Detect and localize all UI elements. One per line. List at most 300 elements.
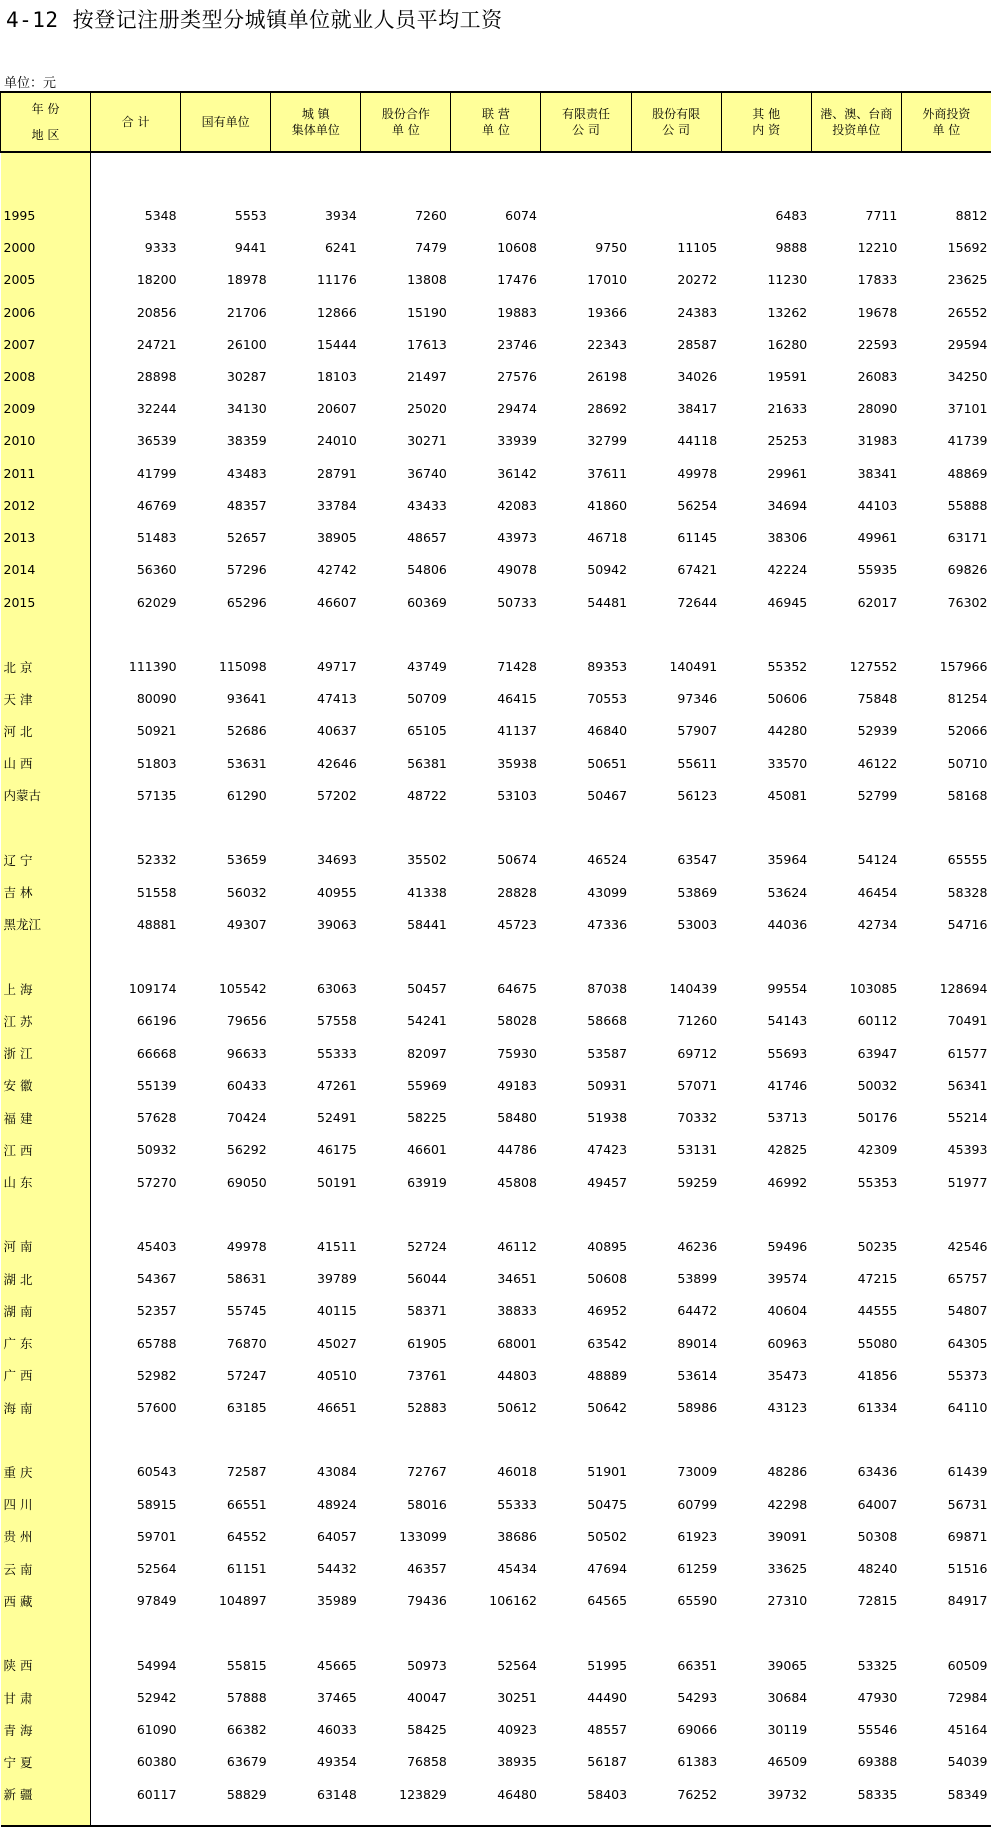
- table-cell: 56341: [947, 1077, 988, 1093]
- table-title: 按登记注册类型分城镇单位就业人员平均工资: [72, 8, 503, 32]
- spacer-row: [1, 1810, 991, 1826]
- table-cell: 50502: [587, 1528, 628, 1544]
- spacer-cell: [721, 1810, 811, 1826]
- table-cell: 49978: [677, 465, 718, 481]
- table-cell: 40637: [317, 723, 357, 739]
- table-row: [1, 1069, 991, 1101]
- column-header-label: 投资单位: [832, 123, 881, 137]
- table-row: [1, 393, 991, 425]
- spacer-cell: [271, 1198, 361, 1230]
- column-header: [811, 92, 901, 152]
- table-cell: 40510: [317, 1367, 357, 1383]
- table-cell: 49717: [317, 659, 357, 674]
- table-cell: 46357: [407, 1561, 447, 1577]
- table-cell: 58425: [407, 1722, 447, 1738]
- table-cell: 63063: [317, 981, 357, 997]
- table-cell: 35473: [767, 1367, 808, 1383]
- table-cell: 57907: [677, 723, 718, 739]
- spacer-cell: [361, 811, 451, 843]
- table-cell: 42298: [767, 1496, 808, 1512]
- table-cell: 26083: [857, 369, 898, 385]
- table-row: [1, 264, 991, 296]
- table-cell: 17476: [497, 272, 537, 288]
- spacer-cell: [541, 618, 631, 650]
- table-cell: 79436: [407, 1593, 447, 1609]
- table-row: [1, 360, 991, 392]
- row-label-spacer: [1, 940, 91, 972]
- table-cell: 11230: [767, 272, 808, 288]
- spacer-cell: [271, 618, 361, 650]
- spacer-cell: [901, 1617, 991, 1649]
- table-row: [1, 779, 991, 811]
- column-header: [91, 92, 181, 152]
- table-cell: 55969: [407, 1077, 447, 1093]
- table-cell: 26552: [947, 304, 988, 320]
- table-cell: 75930: [497, 1045, 537, 1061]
- table-cell: 49457: [587, 1174, 628, 1190]
- table-cell: 37101: [947, 401, 988, 417]
- table-cell: 61383: [677, 1754, 718, 1770]
- spacer-cell: [811, 940, 901, 972]
- table-cell: 64110: [947, 1400, 988, 1416]
- table-cell: 50710: [947, 755, 988, 771]
- table-cell: 60799: [677, 1496, 718, 1512]
- spacer-cell: [901, 618, 991, 650]
- table-cell: 53899: [677, 1271, 718, 1287]
- table-cell: 57270: [136, 1174, 177, 1190]
- column-header: [361, 92, 451, 152]
- table-cell: 22593: [857, 336, 898, 352]
- table-cell: 38359: [226, 433, 267, 449]
- table-cell: 16280: [767, 336, 808, 352]
- table-cell: 42646: [317, 755, 357, 771]
- table-cell: 28090: [857, 401, 898, 417]
- table-cell: 133099: [399, 1528, 447, 1544]
- table-cell: 50612: [497, 1400, 537, 1416]
- table-cell: 46480: [497, 1786, 537, 1802]
- table-cell: 47930: [857, 1690, 898, 1705]
- wage-table: [0, 91, 991, 1827]
- spacer-cell: [811, 811, 901, 843]
- table-cell: 56032: [226, 884, 267, 900]
- table-cell: 52939: [857, 723, 898, 739]
- table-cell: 72815: [857, 1593, 898, 1609]
- table-cell: 38686: [497, 1528, 537, 1544]
- table-cell: 52982: [136, 1367, 177, 1383]
- table-cell: 48557: [587, 1722, 628, 1738]
- row-label: 新 疆: [1, 1778, 91, 1810]
- row-label: 云 南: [1, 1553, 91, 1585]
- row-label: 2009: [1, 393, 91, 425]
- table-cell: 63547: [677, 852, 718, 868]
- table-cell: 3934: [324, 207, 357, 223]
- table-cell: 55080: [857, 1335, 898, 1351]
- table-cell: 9750: [595, 240, 628, 256]
- table-row: [1, 1585, 991, 1617]
- spacer-cell: [361, 618, 451, 650]
- table-cell: 50235: [857, 1238, 898, 1254]
- table-cell: 70553: [587, 691, 628, 707]
- row-label: 2006: [1, 296, 91, 328]
- spacer-cell: [181, 1810, 271, 1826]
- table-cell: 63542: [587, 1335, 628, 1351]
- table-cell: 25253: [767, 433, 808, 449]
- table-cell: 56381: [407, 755, 447, 771]
- table-cell: 57888: [226, 1690, 267, 1705]
- spacer-cell: [631, 811, 721, 843]
- row-label: 上 海: [1, 973, 91, 1005]
- column-header-label: 有限责任: [562, 107, 611, 121]
- table-cell: 33625: [767, 1561, 808, 1577]
- table-cell: 52357: [136, 1303, 177, 1319]
- table-cell: 54481: [587, 594, 628, 610]
- page-title: [6, 4, 503, 34]
- table-row: [1, 586, 991, 618]
- table-row: [1, 1681, 991, 1713]
- table-cell: 43433: [407, 497, 447, 513]
- table-cell: 42734: [857, 916, 898, 932]
- table-cell: 57202: [317, 787, 357, 803]
- table-cell: 34250: [947, 369, 988, 385]
- table-cell: 50032: [857, 1077, 898, 1093]
- table-cell: 29474: [497, 401, 537, 417]
- table-cell: 66551: [226, 1496, 267, 1512]
- table-cell: 64552: [226, 1528, 267, 1544]
- table-row: [1, 715, 991, 747]
- table-cell: 58371: [407, 1303, 447, 1319]
- table-cell: 55546: [857, 1722, 898, 1738]
- row-label-spacer: [1, 152, 91, 199]
- spacer-row: [1, 940, 991, 972]
- spacer-cell: [721, 1617, 811, 1649]
- table-cell: 55139: [136, 1077, 177, 1093]
- table-cell: 54039: [947, 1754, 988, 1770]
- table-cell: 9441: [234, 240, 267, 256]
- table-cell: 7479: [415, 240, 447, 256]
- row-label: 江 西: [1, 1134, 91, 1166]
- column-header-label: 公 司: [572, 123, 600, 137]
- table-cell: 47215: [857, 1271, 898, 1287]
- table-cell: 49961: [857, 530, 898, 546]
- spacer-cell: [901, 1424, 991, 1456]
- row-label: 辽 宁: [1, 844, 91, 876]
- spacer-cell: [91, 618, 181, 650]
- table-cell: 6241: [324, 240, 357, 256]
- spacer-cell: [181, 940, 271, 972]
- table-cell: 41739: [947, 433, 988, 449]
- table-cell: 58480: [497, 1110, 537, 1126]
- table-cell: 53325: [857, 1657, 898, 1673]
- row-label-spacer: [1, 1198, 91, 1230]
- spacer-cell: [631, 1424, 721, 1456]
- table-cell: 41856: [857, 1367, 898, 1383]
- table-cell: 34026: [677, 369, 718, 385]
- table-cell: 57558: [317, 1013, 357, 1029]
- spacer-cell: [541, 1198, 631, 1230]
- table-cell: 52686: [226, 723, 267, 739]
- table-cell: 50191: [317, 1174, 357, 1190]
- table-cell: 53587: [587, 1045, 628, 1061]
- table-row: [1, 1778, 991, 1810]
- table-cell: 65788: [136, 1335, 177, 1351]
- column-header-label: 公 司: [662, 123, 691, 137]
- table-cell: 38306: [767, 530, 808, 546]
- table-cell: 23746: [497, 336, 537, 352]
- row-label-spacer: [1, 1810, 91, 1826]
- table-header-row: [1, 92, 991, 152]
- table-cell: 58403: [587, 1786, 628, 1802]
- table-cell: 105542: [218, 981, 267, 997]
- row-label-spacer: [1, 811, 91, 843]
- table-cell: 62017: [857, 594, 898, 610]
- spacer-cell: [271, 940, 361, 972]
- table-cell: 60963: [767, 1335, 808, 1351]
- table-cell: 59496: [767, 1238, 808, 1254]
- table-cell: 61090: [136, 1722, 177, 1738]
- table-cell: 54807: [947, 1303, 988, 1319]
- table-cell: 58349: [947, 1786, 988, 1802]
- spacer-cell: [271, 152, 361, 199]
- table-cell: 30271: [407, 433, 447, 449]
- table-cell: 53713: [767, 1110, 808, 1126]
- table-row: [1, 1037, 991, 1069]
- table-row: [1, 328, 991, 360]
- table-cell: 72644: [677, 594, 718, 610]
- table-cell: 35964: [767, 852, 808, 868]
- row-label: 天 津: [1, 683, 91, 715]
- table-cell: 50308: [857, 1528, 898, 1544]
- table-cell: 48657: [407, 530, 447, 546]
- row-label: 河 北: [1, 715, 91, 747]
- row-label: 2014: [1, 554, 91, 586]
- table-cell: 55352: [767, 659, 808, 674]
- table-cell: 55815: [226, 1657, 267, 1673]
- table-cell: 44490: [587, 1690, 628, 1705]
- spacer-cell: [541, 1617, 631, 1649]
- table-cell: 48881: [136, 916, 177, 932]
- table-cell: 89014: [677, 1335, 718, 1351]
- table-cell: 33939: [497, 433, 537, 449]
- table-cell: 50176: [857, 1110, 898, 1126]
- table-cell: 50733: [497, 594, 537, 610]
- table-cell: 52564: [136, 1561, 177, 1577]
- table-cell: 45665: [317, 1657, 357, 1673]
- table-cell: 57071: [677, 1077, 718, 1093]
- table-cell: 39732: [767, 1786, 808, 1802]
- table-cell: 40604: [767, 1303, 808, 1319]
- table-cell: 51995: [587, 1657, 628, 1673]
- table-cell: 47423: [587, 1142, 628, 1158]
- table-cell: 18200: [136, 272, 177, 288]
- table-cell: 79656: [226, 1013, 267, 1029]
- table-cell: 13262: [767, 304, 808, 320]
- table-cell: 48889: [587, 1367, 628, 1383]
- table-cell: 34130: [226, 401, 267, 417]
- row-label: 四 川: [1, 1488, 91, 1520]
- table-row: [1, 683, 991, 715]
- table-cell: 55745: [226, 1303, 267, 1319]
- spacer-cell: [181, 152, 271, 199]
- column-header-label: 集体单位: [291, 123, 340, 137]
- table-row: [1, 1005, 991, 1037]
- table-cell: 38341: [857, 465, 898, 481]
- spacer-cell: [721, 152, 811, 199]
- table-cell: 40955: [317, 884, 357, 900]
- table-cell: 44118: [677, 433, 718, 449]
- table-cell: 59259: [677, 1174, 718, 1190]
- row-label: 西 藏: [1, 1585, 91, 1617]
- table-cell: 69050: [226, 1174, 267, 1190]
- row-label: 山 西: [1, 747, 91, 779]
- table-cell: 38905: [317, 530, 357, 546]
- table-cell: 39574: [767, 1271, 808, 1287]
- table-cell: 34651: [497, 1271, 537, 1287]
- table-cell: 65105: [407, 723, 447, 739]
- table-cell: 19883: [497, 304, 537, 320]
- table-cell: 115098: [218, 659, 267, 674]
- table-cell: 10608: [497, 240, 537, 256]
- table-row: [1, 1488, 991, 1520]
- table-cell: 46524: [587, 852, 628, 868]
- row-label: 安 徽: [1, 1069, 91, 1101]
- table-cell: 57600: [136, 1400, 177, 1416]
- table-cell: 66382: [226, 1722, 267, 1738]
- table-cell: 75848: [857, 691, 898, 707]
- table-cell: 71428: [497, 659, 537, 674]
- table-row: [1, 1230, 991, 1262]
- row-label: 2015: [1, 586, 91, 618]
- spacer-row: [1, 811, 991, 843]
- table-cell: 29961: [767, 465, 808, 481]
- table-cell: 46236: [677, 1238, 718, 1254]
- table-cell: 52066: [947, 723, 988, 739]
- spacer-cell: [541, 1424, 631, 1456]
- table-cell: 18103: [317, 369, 357, 385]
- table-cell: 43123: [767, 1400, 808, 1416]
- table-cell: 48869: [947, 465, 988, 481]
- spacer-cell: [811, 152, 901, 199]
- table-cell: 50467: [587, 787, 628, 803]
- table-cell: 7260: [415, 207, 447, 223]
- table-cell: 26100: [226, 336, 267, 352]
- row-label: 北 京: [1, 650, 91, 682]
- table-cell: 53103: [497, 787, 537, 803]
- table-cell: 76870: [226, 1335, 267, 1351]
- table-cell: 43099: [587, 884, 628, 900]
- table-cell: 123829: [399, 1786, 447, 1802]
- table-cell: 39789: [317, 1271, 357, 1287]
- spacer-cell: [721, 1198, 811, 1230]
- table-cell: 54806: [407, 562, 447, 578]
- table-cell: 53631: [226, 755, 267, 771]
- table-cell: 38417: [677, 401, 718, 417]
- table-cell: 44803: [497, 1367, 537, 1383]
- table-cell: 8812: [955, 207, 988, 223]
- table-cell: 64472: [677, 1303, 718, 1319]
- table-cell: 106162: [489, 1593, 537, 1609]
- table-cell: 48924: [317, 1496, 357, 1512]
- table-row: [1, 876, 991, 908]
- table-cell: 55611: [677, 755, 718, 771]
- table-cell: 52657: [226, 530, 267, 546]
- column-header-label: 国有单位: [201, 115, 250, 129]
- table-cell: 51901: [587, 1464, 628, 1480]
- table-cell: 42825: [767, 1142, 808, 1158]
- column-header-label: 港、澳、台商: [820, 107, 893, 121]
- table-cell: [631, 199, 721, 231]
- table-cell: [541, 199, 631, 231]
- table-cell: 50973: [407, 1657, 447, 1673]
- column-header: [451, 92, 541, 152]
- row-label: 黑龙江: [1, 908, 91, 940]
- table-cell: 157966: [939, 659, 988, 674]
- table-cell: 50931: [587, 1077, 628, 1093]
- table-row: [1, 1553, 991, 1585]
- table-cell: 39091: [767, 1528, 808, 1544]
- table-row: [1, 425, 991, 457]
- table-cell: 7711: [865, 207, 898, 223]
- table-cell: 61259: [677, 1561, 718, 1577]
- spacer-cell: [361, 1424, 451, 1456]
- table-row: [1, 1134, 991, 1166]
- table-cell: 63148: [317, 1786, 357, 1802]
- table-cell: 37611: [587, 465, 628, 481]
- table-cell: 13808: [407, 272, 447, 288]
- table-cell: 40115: [317, 1303, 357, 1319]
- table-body: [1, 152, 991, 1826]
- spacer-row: [1, 1424, 991, 1456]
- table-cell: 5348: [144, 207, 177, 223]
- table-cell: 47336: [587, 916, 628, 932]
- table-row: [1, 1327, 991, 1359]
- table-row: [1, 1649, 991, 1681]
- row-label: 2011: [1, 457, 91, 489]
- row-label: 甘 肃: [1, 1681, 91, 1713]
- table-cell: 48240: [857, 1561, 898, 1577]
- row-label: 2000: [1, 232, 91, 264]
- table-cell: 12866: [317, 304, 357, 320]
- table-cell: 46651: [317, 1400, 357, 1416]
- table-cell: 58168: [947, 787, 988, 803]
- spacer-cell: [811, 618, 901, 650]
- row-label-spacer: [1, 1424, 91, 1456]
- table-cell: 84917: [947, 1593, 988, 1609]
- table-cell: 64565: [587, 1593, 628, 1609]
- table-cell: 19591: [767, 369, 808, 385]
- row-label: 河 南: [1, 1230, 91, 1262]
- table-cell: 40895: [587, 1238, 628, 1254]
- table-cell: 54367: [136, 1271, 177, 1287]
- table-cell: 50674: [497, 852, 537, 868]
- table-cell: 6074: [505, 207, 537, 223]
- spacer-cell: [271, 811, 361, 843]
- spacer-cell: [541, 152, 631, 199]
- table-cell: 52724: [407, 1238, 447, 1254]
- table-cell: 76302: [947, 594, 988, 610]
- table-cell: 61290: [226, 787, 267, 803]
- table-row: [1, 554, 991, 586]
- table-cell: 58028: [497, 1013, 537, 1029]
- table-cell: 60380: [136, 1754, 177, 1770]
- table-cell: 51938: [587, 1110, 628, 1126]
- table-cell: 45434: [497, 1561, 537, 1577]
- table-cell: 36142: [497, 465, 537, 481]
- column-header-label: 单 位: [391, 123, 420, 137]
- column-header: [181, 92, 271, 152]
- row-label: 湖 北: [1, 1263, 91, 1295]
- table-cell: 61151: [226, 1561, 267, 1577]
- column-header-label: 股份有限: [652, 107, 701, 121]
